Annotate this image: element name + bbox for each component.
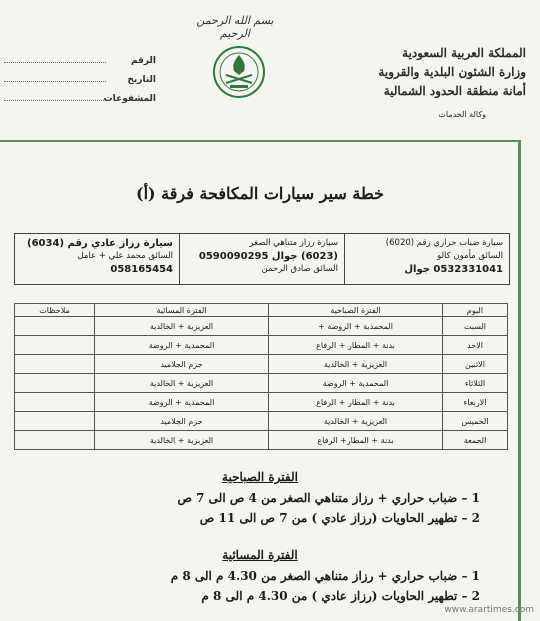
notes-cell: [15, 336, 95, 355]
evening-cell: العزيزية + الخالدية: [95, 317, 269, 336]
vehicle-line: السائق محمد علي + عامل: [77, 251, 173, 261]
morning-cell: العزيزية + الخالدية: [269, 412, 443, 431]
org-line: وزارة الشئون البلدية والقروية: [378, 65, 526, 79]
ref-dots: [4, 100, 106, 101]
table-row: [15, 412, 508, 431]
notes-cell: [15, 431, 95, 450]
notes-cell: [15, 374, 95, 393]
ref-label: الرقم: [130, 56, 156, 66]
section-heading: الفترة الصباحية: [222, 470, 298, 484]
day-cell: السبت: [443, 317, 508, 336]
vehicle-box: [179, 234, 344, 284]
section-line: 1 – ضباب حراري + رزاز متناهي الصغر من 4.30 م الى 8 م: [170, 569, 480, 583]
vehicle-line: السائق صادق الرحمن: [261, 264, 338, 274]
ref-field: [4, 66, 156, 85]
section-heading: الفترة المسائية: [222, 548, 298, 562]
org-line: المملكة العربية السعودية: [402, 46, 526, 60]
notes-cell: [15, 393, 95, 412]
table-row: [15, 336, 508, 355]
morning-cell: المحمدية + الروضة +: [269, 317, 443, 336]
evening-cell: المحمدية + الروضة: [95, 336, 269, 355]
morning-cell: بدنة + المطار + الرفاع: [269, 336, 443, 355]
org-line: أمانة منطقة الحدود الشمالية: [383, 84, 526, 98]
table-row: [15, 374, 508, 393]
green-divider: [0, 140, 520, 142]
ref-label: المشفوعات: [103, 94, 156, 104]
ref-label: التاريخ: [127, 75, 156, 85]
notes-cell: [15, 317, 95, 336]
day-cell: الاحد: [443, 336, 508, 355]
evening-cell: العزيزية + الخالدية: [95, 374, 269, 393]
day-cell: الثلاثاء: [443, 374, 508, 393]
vehicle-box: [344, 234, 509, 284]
evening-cell: حزم الجلاميد: [95, 412, 269, 431]
vehicle-line: السائق مأمون كالو: [437, 251, 503, 261]
evening-cell: العزيزية + الخالدية: [95, 431, 269, 450]
morning-section: [0, 470, 520, 528]
morning-cell: المحمدية + الروضة: [269, 374, 443, 393]
vehicle-line: 058165454: [110, 264, 173, 275]
evening-cell: المحمدية + الروضة: [95, 393, 269, 412]
vehicle-boxes: [14, 233, 510, 285]
column-header: اليوم: [443, 304, 508, 317]
ministry-seal-icon: [212, 45, 266, 99]
ref-field: [4, 47, 156, 66]
table-header-row: [15, 304, 508, 317]
section-line: 2 – تطهير الحاويات (رزاز عادي ) من 4.30 م الى 8 م: [201, 589, 480, 603]
org-line: وكالة الخدمات: [438, 110, 486, 119]
ref-field: [4, 85, 156, 104]
morning-cell: العزيزية + الخالدية: [269, 355, 443, 374]
day-cell: الاربعاء: [443, 393, 508, 412]
morning-cell: بدنة + المطار+ الرفاع: [269, 431, 443, 450]
vehicle-line: 0532331041 جوال: [404, 264, 503, 275]
column-header: ملاحظات: [15, 304, 95, 317]
column-header: الفترة الصباحية: [269, 304, 443, 317]
vehicle-line: سيارة رزاز متناهي الصغر: [249, 238, 338, 248]
column-header: الفترة المسائية: [95, 304, 269, 317]
evening-cell: حزم الجلاميد: [95, 355, 269, 374]
day-cell: الاثنين: [443, 355, 508, 374]
schedule-table: [14, 303, 508, 450]
section-line: 1 – ضباب حراري + رزاز متناهي الصغر من 4 ص الى 7 ص: [177, 491, 480, 505]
day-cell: الجمعة: [443, 431, 508, 450]
organization-block: [336, 44, 526, 124]
section-line: 2 – تطهير الحاويات (رزاز عادي ) من 7 ص الى 11 ص: [199, 511, 480, 525]
vehicle-line: سيارة رزاز عادي رقم (6034): [27, 238, 173, 249]
table-row: [15, 355, 508, 374]
table-row: [15, 431, 508, 450]
vehicle-box: [15, 234, 179, 284]
evening-section: [0, 548, 520, 606]
vehicle-line: (6023) جوال 0590090295: [198, 251, 338, 262]
ref-dots: [4, 62, 106, 63]
reference-fields: [4, 47, 156, 104]
document-title: خطة سير سيارات المكافحة فرقة (أ): [136, 184, 384, 203]
ref-dots: [4, 81, 106, 82]
notes-cell: [15, 355, 95, 374]
basmala: بسم الله الرحمن الرحيم: [196, 14, 274, 40]
day-cell: الخميس: [443, 412, 508, 431]
table-row: [15, 393, 508, 412]
morning-cell: بدنة + المطار + الرفاع: [269, 393, 443, 412]
notes-cell: [15, 412, 95, 431]
vehicle-line: سيارة ضباب حراري رقم (6020): [385, 238, 503, 248]
watermark: www.arartimes.com: [444, 605, 534, 615]
table-row: [15, 317, 508, 336]
